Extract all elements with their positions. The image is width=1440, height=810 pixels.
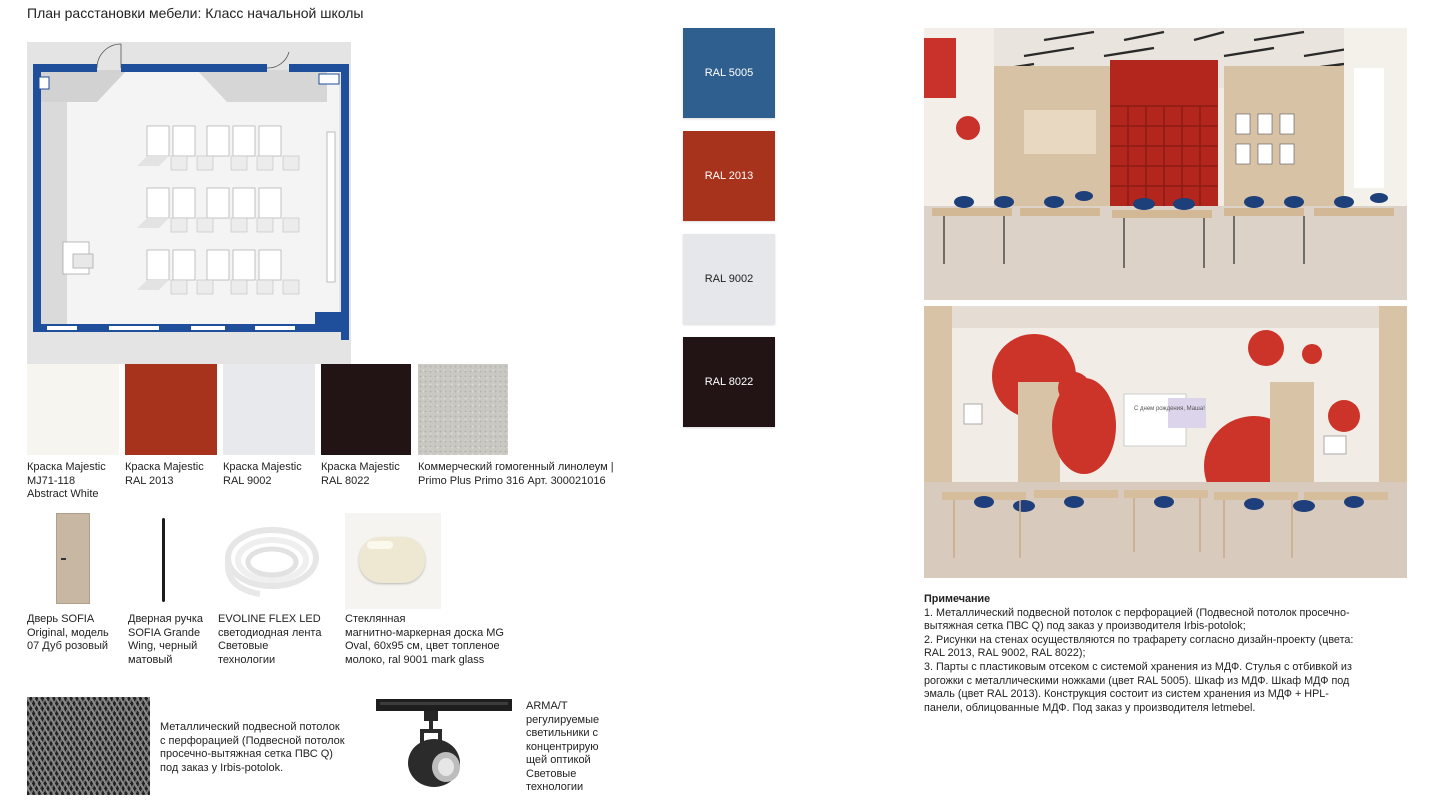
door-image: [27, 512, 119, 604]
track-lamp-image: [374, 697, 514, 797]
swatch-abstract-white: [27, 364, 119, 455]
notes-item: 2. Рисунки на стенах осуществляются по трафарету согласно дизайн-проекту (цвета: RAL 2013, RAL 9002, RAL 8022);: [924, 633, 1354, 660]
ral-label: RAL 9002: [704, 273, 754, 285]
notes-item: 1. Металлический подвесной потолок с перфорацией (Подвесной потолок просечно-вытяжная сетка ПВС Q) под заказ у производителя Irbis-potolok;: [924, 606, 1350, 633]
notes-block: [924, 593, 1364, 715]
swatch-linoleum: [418, 364, 508, 455]
material-caption: Краска Majestic RAL 2013: [125, 461, 204, 487]
lamp-caption: ARMA/T регулируемые светильники с концентрирую щей оптикой Световые технологии: [526, 700, 600, 793]
notes-title: Примечание: [924, 593, 991, 605]
ceiling-mesh-image: [27, 697, 150, 795]
product-caption: Дверь SOFIA Original, модель 07 Дуб розовый: [27, 613, 109, 652]
marker-board-image: [345, 513, 441, 609]
led-strip-image: [220, 512, 320, 604]
swatch-ral-2013: [125, 364, 217, 455]
ral-label: RAL 8022: [704, 376, 754, 388]
ral-swatch-2013: [683, 131, 775, 221]
swatch-ral-8022: [321, 364, 411, 455]
classroom-render-1: [924, 28, 1407, 300]
ral-swatch-8022: [683, 337, 775, 427]
ral-swatch-5005: [683, 28, 775, 118]
ceiling-caption: Металлический подвесной потолок с перфорацией (Подвесной потолок просечно-вытяжная сетка ПВС Q) под заказ у Irbis-potolok.: [160, 721, 345, 774]
product-caption: EVOLINE FLEX LED светодиодная лента Световые технологии: [218, 613, 322, 666]
ral-label: RAL 2013: [704, 170, 754, 182]
door-handle-image: [125, 512, 205, 604]
material-caption: Краска Majestic RAL 9002: [223, 461, 302, 487]
classroom-render-2: [924, 306, 1407, 578]
page-title: План расстановки мебели: Класс начальной школы: [27, 5, 364, 21]
product-caption: Дверная ручка SOFIA Grande Wing, черный матовый: [128, 613, 204, 666]
notes-item: 3. Парты с пластиковым отсеком с системой хранения из МДФ. Стулья с отбивкой из рогожки с металлическими ножками (цвет RAL 5005). Шкаф из МДФ. Шкаф МДФ под эмаль (цвет RAL 2013). Конструкция состоит из систем хранения из МДФ + HPL-панели, облицованные МДФ. Под заказ у производителя letmebel.: [924, 660, 1352, 714]
swatch-ral-9002: [223, 364, 315, 455]
product-caption: Стеклянная магнитно-маркерная доска MG Oval, 60x95 см, цвет топленое молоко, ral 9001 mark glass: [345, 613, 504, 666]
material-caption: Коммерческий гомогенный линолеум | Primo Plus Primo 316 Арт. 300021016: [418, 461, 614, 487]
floor-plan: [27, 42, 351, 364]
board-text: С днем рождения, Маша!: [1134, 406, 1205, 412]
ral-label: RAL 5005: [704, 67, 754, 79]
material-caption: Краска Majestic MJ71-118 Abstract White: [27, 461, 106, 500]
material-caption: Краска Majestic RAL 8022: [321, 461, 400, 487]
ral-swatch-9002: [683, 234, 775, 324]
